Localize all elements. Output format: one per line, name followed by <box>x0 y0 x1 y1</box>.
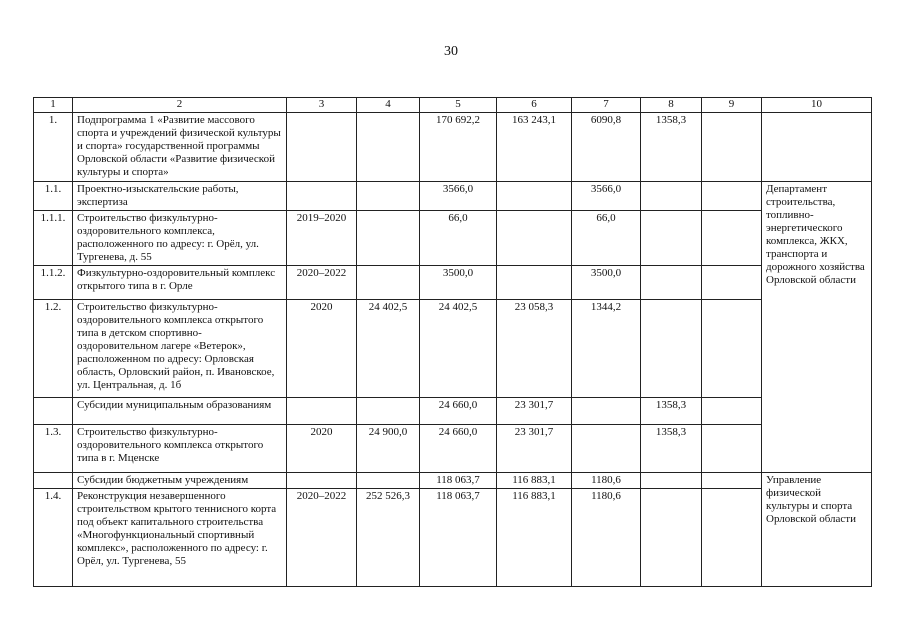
row-cost <box>357 113 420 182</box>
row-total: 118 063,7 <box>420 489 497 587</box>
table-row <box>34 113 872 182</box>
row-federal <box>497 211 572 266</box>
row-name: Физкультурно-оздоровительный комплекс открытого типа в г. Орле <box>73 266 287 300</box>
row-cost <box>357 182 420 211</box>
table-row <box>34 182 872 211</box>
row-regional: 66,0 <box>572 211 641 266</box>
row-federal <box>497 266 572 300</box>
row-name: Подпрограмма 1 «Развитие массового спорта и учреждений физической культуры и спорта» государственной программы Орловской области «Развитие физической культуры и спорта» <box>73 113 287 182</box>
row-name: Строительство физкультурно-оздоровительного комплекса, расположенного по адресу: г. Орёл, ул. Тургенева, д. 55 <box>73 211 287 266</box>
row-federal: 116 883,1 <box>497 473 572 489</box>
header-cell: 7 <box>572 98 641 113</box>
row-cost: 252 526,3 <box>357 489 420 587</box>
row-local <box>641 211 702 266</box>
row-period <box>287 398 357 425</box>
page-number: 30 <box>444 44 458 59</box>
row-number <box>34 398 73 425</box>
table-row <box>34 473 872 489</box>
row-number <box>34 473 73 489</box>
row-name: Проектно-изыскательские работы, экспертиза <box>73 182 287 211</box>
row-local <box>641 266 702 300</box>
row-regional: 6090,8 <box>572 113 641 182</box>
row-period: 2020–2022 <box>287 266 357 300</box>
header-cell: 9 <box>702 98 762 113</box>
row-cost: 24 900,0 <box>357 425 420 473</box>
row-number: 1.1.2. <box>34 266 73 300</box>
row-cost <box>357 473 420 489</box>
row-regional: 3566,0 <box>572 182 641 211</box>
row-federal: 23 058,3 <box>497 300 572 398</box>
table-row <box>34 398 872 425</box>
program-table <box>33 97 872 587</box>
row-local <box>641 300 702 398</box>
row-local: 1358,3 <box>641 398 702 425</box>
row-period: 2020–2022 <box>287 489 357 587</box>
table-row <box>34 425 872 473</box>
row-local <box>641 489 702 587</box>
row-period <box>287 113 357 182</box>
row-number: 1.1. <box>34 182 73 211</box>
header-cell: 3 <box>287 98 357 113</box>
row-number: 1.3. <box>34 425 73 473</box>
row-total: 24 660,0 <box>420 398 497 425</box>
row-extra <box>702 266 762 300</box>
row-regional: 3500,0 <box>572 266 641 300</box>
row-regional <box>572 398 641 425</box>
row-cost <box>357 266 420 300</box>
row-extra <box>702 113 762 182</box>
header-cell: 8 <box>641 98 702 113</box>
row-local: 1358,3 <box>641 425 702 473</box>
header-row <box>34 98 872 113</box>
row-total: 66,0 <box>420 211 497 266</box>
row-total: 118 063,7 <box>420 473 497 489</box>
table-row <box>34 266 872 300</box>
header-cell: 5 <box>420 98 497 113</box>
row-total: 24 402,5 <box>420 300 497 398</box>
row-federal <box>497 182 572 211</box>
row-total: 24 660,0 <box>420 425 497 473</box>
row-extra <box>702 473 762 489</box>
row-federal: 23 301,7 <box>497 398 572 425</box>
row-number: 1.4. <box>34 489 73 587</box>
row-total: 3566,0 <box>420 182 497 211</box>
header-cell: 4 <box>357 98 420 113</box>
row-name: Субсидии муниципальным образованиям <box>73 398 287 425</box>
header-cell: 10 <box>762 98 872 113</box>
row-cost <box>357 398 420 425</box>
row-period: 2020 <box>287 300 357 398</box>
table-row <box>34 211 872 266</box>
header-cell: 2 <box>73 98 287 113</box>
row-local <box>641 473 702 489</box>
row-period <box>287 473 357 489</box>
row-regional: 1180,6 <box>572 473 641 489</box>
row-federal: 116 883,1 <box>497 489 572 587</box>
row-number: 1.2. <box>34 300 73 398</box>
row-extra <box>702 182 762 211</box>
row-regional <box>572 425 641 473</box>
executor-construction-dept: Департамент строительства, топливно-энергетического комплекса, ЖКХ, транспорта и дорожного хозяйства Орловской области <box>762 182 872 473</box>
row-name: Реконструкция незавершенного строительством крытого теннисного корта под объект капитального строительства «Многофункциональный спортивный комплекс», расположенного по адресу: г. Орёл, ул. Тургенева, 55 <box>73 489 287 587</box>
row-extra <box>702 211 762 266</box>
row-period: 2019–2020 <box>287 211 357 266</box>
row-extra <box>702 489 762 587</box>
table-row <box>34 300 872 398</box>
row-number: 1.1.1. <box>34 211 73 266</box>
header-cell: 6 <box>497 98 572 113</box>
row-regional: 1344,2 <box>572 300 641 398</box>
row-name: Субсидии бюджетным учреждениям <box>73 473 287 489</box>
row-total: 3500,0 <box>420 266 497 300</box>
row-number: 1. <box>34 113 73 182</box>
row-cost <box>357 211 420 266</box>
row-federal: 163 243,1 <box>497 113 572 182</box>
row-extra <box>702 398 762 425</box>
header-cell: 1 <box>34 98 73 113</box>
row-federal: 23 301,7 <box>497 425 572 473</box>
row-local <box>641 182 702 211</box>
row-name: Строительство физкультурно-оздоровительного комплекса открытого типа в г. Мценске <box>73 425 287 473</box>
executor-sports-dept: Управление физической культуры и спорта Орловской области <box>762 473 872 587</box>
row-local: 1358,3 <box>641 113 702 182</box>
table-row <box>34 489 872 587</box>
row-extra <box>702 425 762 473</box>
row-cost: 24 402,5 <box>357 300 420 398</box>
row-name: Строительство физкультурно-оздоровительного комплекса открытого типа в детском спортивно-оздоровительном лагере «Ветерок», расположенном по адресу: Орловская область, Орловский район, п. Ивановское, ул. Центральная, д. 1б <box>73 300 287 398</box>
row-extra <box>702 300 762 398</box>
row-total: 170 692,2 <box>420 113 497 182</box>
row-period <box>287 182 357 211</box>
row-regional: 1180,6 <box>572 489 641 587</box>
row-executor <box>762 113 872 182</box>
row-period: 2020 <box>287 425 357 473</box>
